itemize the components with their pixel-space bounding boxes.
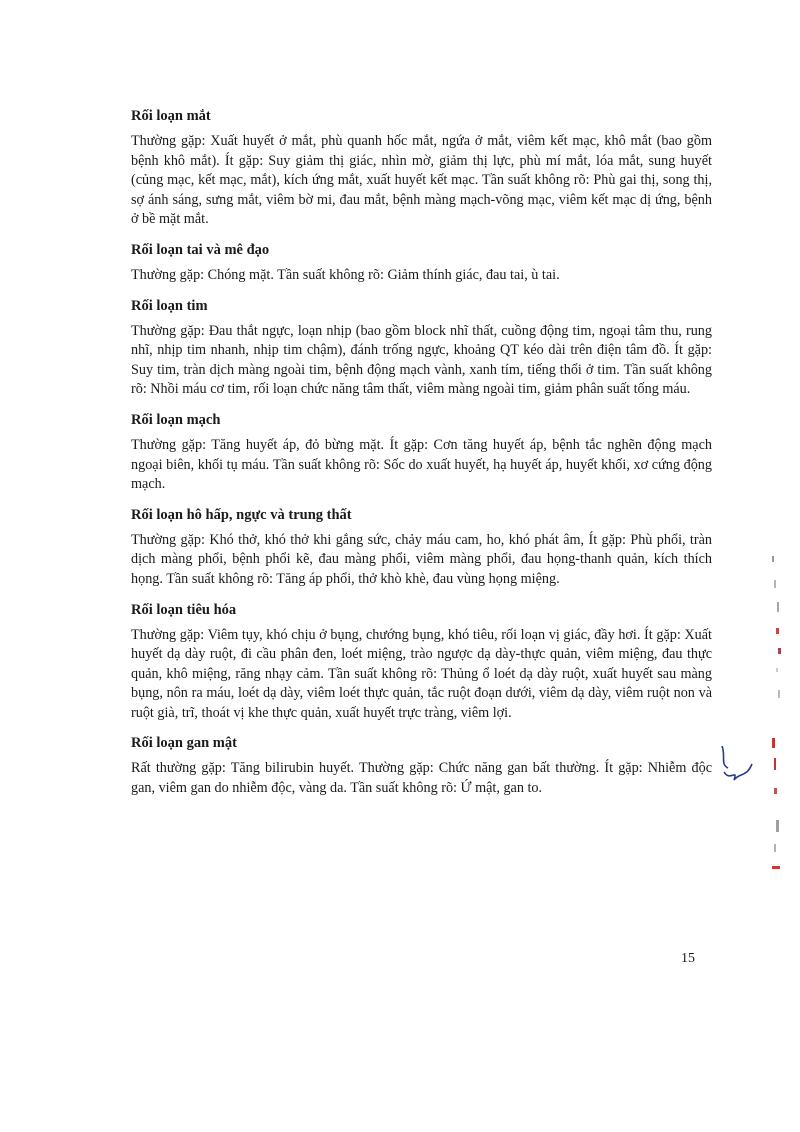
section-text: Thường gặp: Tăng huyết áp, đỏ bừng mặt. Ít gặp: Cơn tăng huyết áp, bệnh tắc nghẽn động mạch ngoại biên, khối tụ máu. Tần suất không rõ: Sốc do xuất huyết, hạ huyết áp, huyết khối, xơ cứng động mạch. — [131, 436, 712, 493]
section-heading: Rối loạn tai và mê đạo — [131, 241, 270, 258]
section-text: Thường gặp: Viêm tụy, khó chịu ở bụng, chướng bụng, khó tiêu, rối loạn vị giác, đầy hơi. Ít gặp: Xuất huyết dạ dày ruột, đi cầu phân đen, loét miệng, trào ngược dạ dày-thực quản, viêm miệng, đau thực quản, khô miệng, răng nhạy cảm. Tần suất không rõ: Thủng ổ loét dạ dày ruột, xuất huyết sau màng bụng, nôn ra máu, loét dạ dày, viêm loét thực quản, tắc ruột đoạn dưới, viêm dạ dày, viêm ruột non và ruột già, trĩ, thoát vị khe thực quản, xuất huyết trực tràng, viêm lợi. — [131, 626, 712, 721]
section-heading: Rối loạn tiêu hóa — [131, 601, 237, 618]
page-number: 15 — [681, 951, 695, 966]
section-heading: Rối loạn mắt — [131, 108, 211, 124]
section-text: Thường gặp: Khó thở, khó thở khi gắng sức, chảy máu cam, ho, khó phát âm, Ít gặp: Phù phổi, tràn dịch màng phổi, bệnh phổi kẽ, đau màng phổi, viêm màng phổi, đau họng-thanh quản, kích thích họng. Tần suất không rõ: Tăng áp phổi, thở khò khè, đau vùng họng miệng. — [131, 531, 712, 587]
document-body — [131, 106, 712, 809]
section-hepatobiliary-disorders — [131, 733, 712, 798]
section-gastrointestinal-disorders — [131, 600, 712, 724]
section-ear-disorders — [131, 240, 712, 286]
section-heading: Rối loạn tim — [131, 297, 208, 314]
section-heading: Rối loạn mạch — [131, 411, 221, 428]
section-text: Thường gặp: Xuất huyết ở mắt, phù quanh hốc mắt, ngứa ở mắt, viêm kết mạc, khô mắt (bao gồm bệnh khô mắt). Ít gặp: Suy giảm thị giác, nhìn mờ, giảm thị lực, phù mí mắt, lóa mắt, sung huyết (củng mạc, kết mạc, mắt), kích ứng mắt, xuất huyết kết mạc. Tần suất không rõ: Phù gai thị, song thị, sợ ánh sáng, sưng mắt, viêm bờ mi, đau mắt, bệnh màng mạch-võng mạc, viêm kết mạc dị ứng, bệnh ở bề mặt mắt. — [131, 133, 712, 228]
margin-scan-marks — [760, 540, 790, 880]
section-cardiac-disorders — [131, 296, 712, 400]
section-heading: Rối loạn hô hấp, ngực và trung thất — [131, 506, 352, 523]
section-text: Thường gặp: Chóng mặt. Tần suất không rõ: Giảm thính giác, đau tai, ù tai. — [131, 266, 560, 283]
section-eye-disorders — [131, 106, 712, 230]
section-vascular-disorders — [131, 410, 712, 495]
signature-mark — [716, 742, 756, 792]
section-heading: Rối loạn gan mật — [131, 735, 237, 752]
section-text: Rất thường gặp: Tăng bilirubin huyết. Thường gặp: Chức năng gan bất thường. Ít gặp: Nhiễm độc gan, viêm gan do nhiễm độc, vàng da. Tần suất không rõ: Ứ mật, gan to. — [131, 760, 712, 797]
section-text: Thường gặp: Đau thắt ngực, loạn nhịp (bao gồm block nhĩ thất, cuồng động tim, ngoại tâm thu, rung nhĩ, nhịp tim nhanh, nhịp tim chậm), đánh trống ngực, khoảng QT kéo dài trên điện tâm đồ. Ít gặp: Suy tim, tràn dịch màng ngoài tim, bệnh động mạch vành, xanh tím, tiếng thổi ở tim. Tần suất không rõ: Nhồi máu cơ tim, rối loạn chức năng tâm thất, viêm màng ngoài tim, giảm phân suất tống máu. — [131, 322, 712, 398]
section-respiratory-disorders — [131, 505, 712, 590]
